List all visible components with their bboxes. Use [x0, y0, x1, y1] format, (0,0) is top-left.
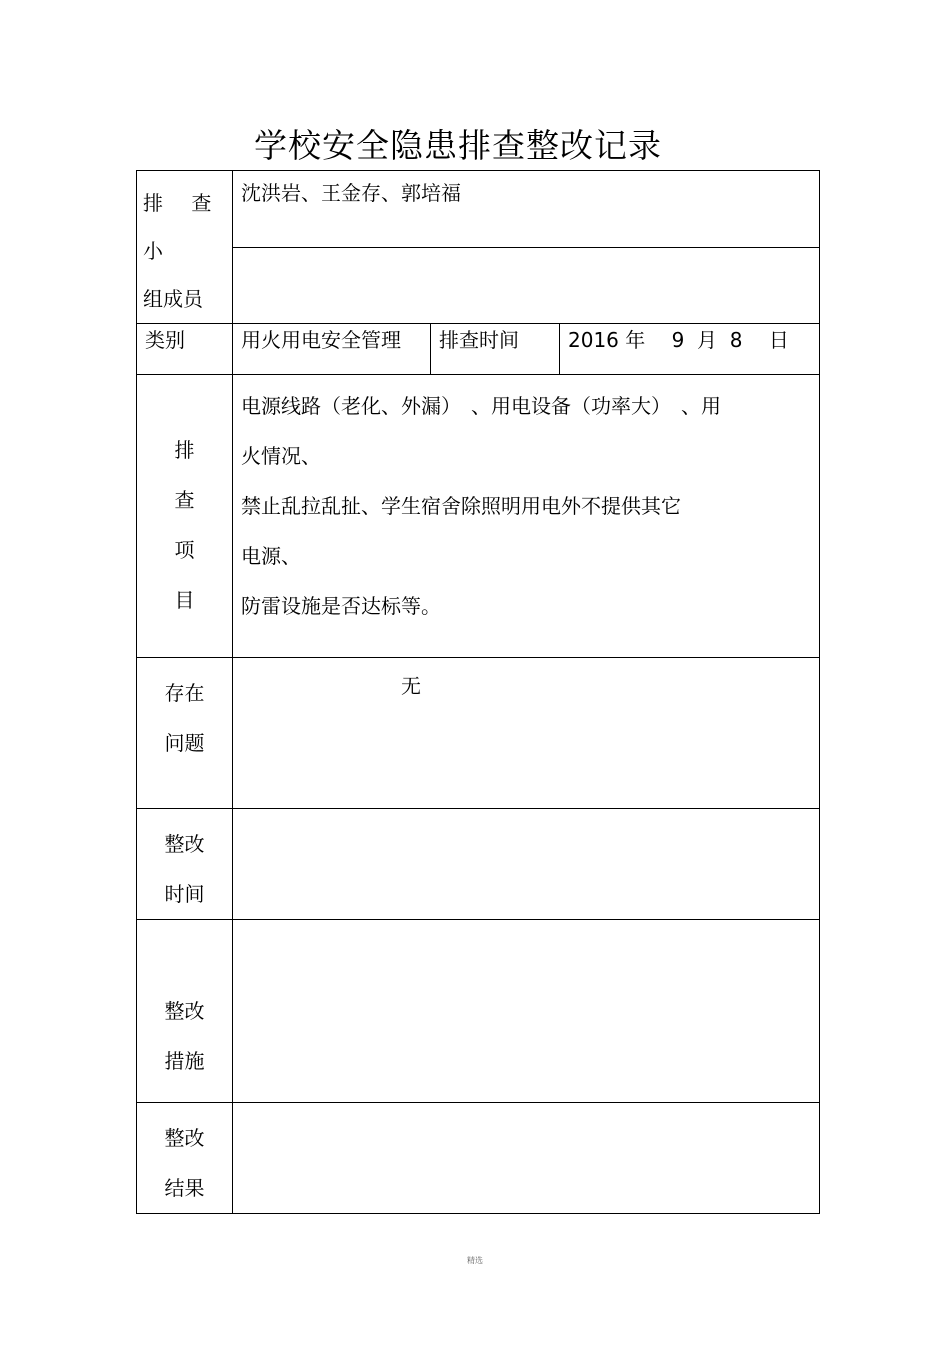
rectify-measures-label-line1: 整改	[164, 999, 205, 1023]
members-label	[137, 171, 233, 324]
rectify-result-label-line1: 整改	[164, 1126, 205, 1150]
rectify-result-value	[233, 1103, 820, 1214]
rectify-measures-label-line2: 措施	[164, 1049, 205, 1073]
items-label-char: 项	[174, 538, 195, 562]
inspection-time-label: 排查时间	[431, 324, 560, 375]
rectify-time-row	[137, 809, 820, 920]
rectify-measures-row	[137, 920, 820, 1103]
inspection-date: 2016 年 9 月 8 日	[560, 324, 820, 375]
members-extra-cell	[233, 247, 820, 324]
rectify-time-label	[137, 809, 233, 920]
issues-row	[137, 658, 820, 809]
members-label-line2: 组成员	[143, 287, 203, 311]
items-row	[137, 375, 820, 658]
items-line: 防雷设施是否达标等。	[241, 594, 441, 618]
items-content	[233, 375, 820, 658]
category-label: 类别	[137, 324, 233, 375]
members-row	[137, 171, 820, 248]
items-line: 禁止乱拉乱扯、学生宿舍除照明用电外不提供其它	[241, 494, 681, 518]
category-value: 用火用电安全管理	[233, 324, 431, 375]
footer-note: 精选	[467, 1256, 483, 1265]
issues-value: 无	[233, 658, 820, 809]
page-title: 学校安全隐患排查整改记录	[254, 126, 662, 165]
issues-label-line1: 存在	[164, 681, 205, 705]
items-label	[137, 375, 233, 658]
items-label-char: 排	[174, 438, 195, 462]
issues-label-line2: 问题	[164, 731, 205, 755]
category-row	[137, 324, 820, 375]
members-value: 沈洪岩、王金存、郭培福	[233, 171, 820, 248]
rectify-time-label-line1: 整改	[164, 832, 205, 856]
rectify-time-value	[233, 809, 820, 920]
rectify-result-label	[137, 1103, 233, 1214]
rectify-measures-label	[137, 920, 233, 1103]
items-line: 电源、	[241, 544, 301, 568]
inspection-record-table	[136, 170, 820, 1214]
rectify-time-label-line2: 时间	[164, 882, 205, 906]
items-label-char: 目	[174, 588, 195, 612]
members-row-2	[137, 247, 820, 324]
members-label-line1: 排 查 小	[143, 191, 223, 263]
items-label-char: 查	[174, 488, 195, 512]
items-line: 火情况、	[241, 444, 321, 468]
rectify-result-row	[137, 1103, 820, 1214]
issues-label	[137, 658, 233, 809]
rectify-result-label-line2: 结果	[164, 1176, 205, 1200]
rectify-measures-value	[233, 920, 820, 1103]
items-line: 电源线路（老化、外漏） 、用电设备（功率大） 、用	[241, 394, 721, 418]
